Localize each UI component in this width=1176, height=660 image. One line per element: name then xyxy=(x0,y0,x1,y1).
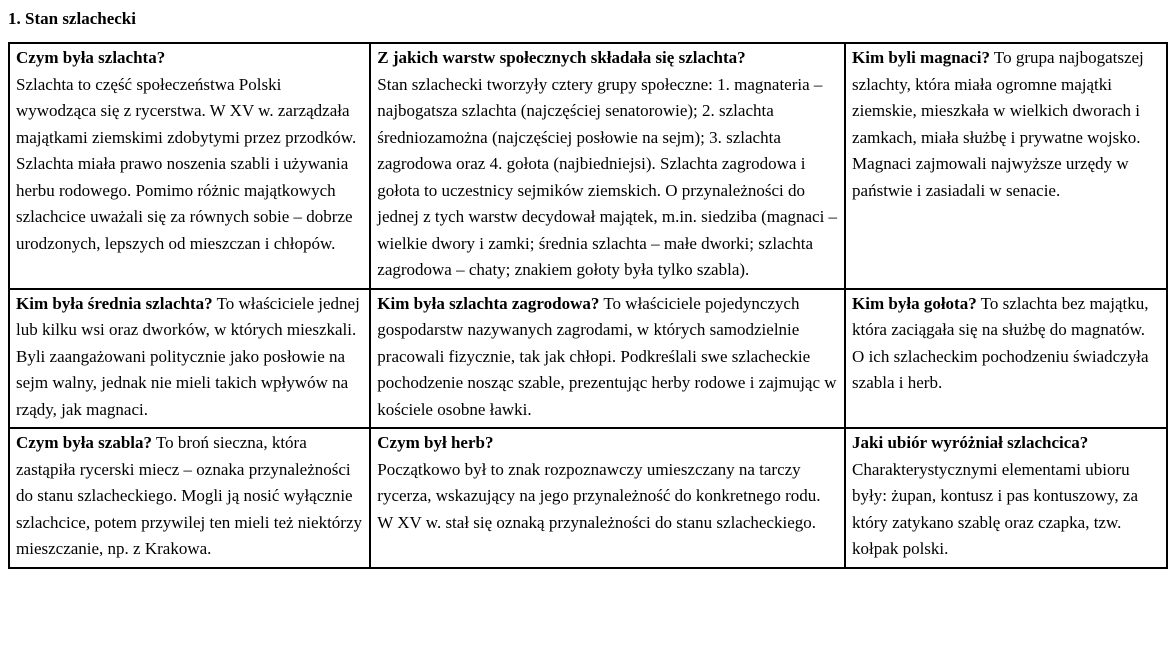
content-table xyxy=(8,42,1168,569)
table-row xyxy=(9,289,1167,429)
cell-question: Jaki ubiór wyróżniał szlachcica? xyxy=(852,433,1089,452)
cell-answer: To właściciele pojedynczych gospodarstw nazywanych zagrodami, w których samodzielnie pracowali fizycznie, tak jak chłopi. Podkreślali swe szlacheckie pochodzenie nosząc szable, prezentując herby rodowe i zajmując w kościele osobne ławki. xyxy=(377,293,837,419)
cell-answer: Stan szlachecki tworzyły cztery grupy społeczne: 1. magnateria – najbogatsza szlachta (najczęściej senatorowie); 2. szlachta średniozamożna (najczęściej posłowie na sejm); 3. szlachta zagrodowa oraz 4. gołota (najbiedniejsi). Szlachta zagrodowa i gołota to uczestnicy sejmików ziemskich. O przynależności do jednej z tych warstw decydował majątek, m.in. siedziba (magnaci – wielkie dwory i zamki; średnia szlachta – małe dworki; szlachta zagrodowa – chaty; znakiem gołoty była tylko szabla). xyxy=(377,74,838,279)
table-cell xyxy=(9,43,370,289)
document xyxy=(8,8,1168,569)
table-cell xyxy=(370,428,845,568)
table-cell xyxy=(9,289,370,429)
cell-question: Z jakich warstw społecznych składała się szlachta? xyxy=(377,48,746,67)
cell-question: Kim była szlachta zagrodowa? xyxy=(377,293,600,313)
cell-answer: Charakterystycznymi elementami ubioru były: żupan, kontusz i pas kontuszowy, za który zatykano szablę oraz czapka, tzw. kołpak polski. xyxy=(852,459,1139,558)
cell-answer: Początkowo był to znak rozpoznawczy umieszczany na tarczy rycerza, wskazujący na jego przynależność do konkretnego rodu. W XV w. stał się oznaką przynależności do stanu szlacheckiego. xyxy=(377,459,821,532)
table-cell xyxy=(845,43,1167,289)
cell-question: Czym była szabla? xyxy=(16,433,152,452)
table-cell xyxy=(845,428,1167,568)
cell-question: Kim była średnia szlachta? xyxy=(16,293,213,313)
table-cell xyxy=(845,289,1167,429)
page-title: 1. Stan szlachecki xyxy=(8,9,136,28)
cell-question: Kim byli magnaci? xyxy=(852,48,990,67)
cell-answer: To szlachta bez majątku, która zaciągała się na służbę do magnatów. O ich szlacheckim pochodzeniu świadczyła szabla i herb. xyxy=(852,293,1149,392)
cell-question: Kim była gołota? xyxy=(852,293,977,313)
cell-answer: To właściciele jednej lub kilku wsi oraz dworków, w których mieszkali. Byli zaangażowani politycznie jako posłowie na sejm walny, jednak nie mieli takich wpływów na rządy, jak magnaci. xyxy=(16,293,360,419)
table-row xyxy=(9,43,1167,289)
table-cell xyxy=(9,428,370,568)
table-row xyxy=(9,428,1167,568)
cell-question: Czym była szlachta? xyxy=(16,48,166,67)
table-cell xyxy=(370,289,845,429)
cell-answer: To grupa najbogatszej szlachty, która miała ogromne majątki ziemskie, mieszkała w wielkich dworach i zamkach, miała służbę i prywatne wojsko. Magnaci zajmowali najwyższe urzędy w państwie i zasiadali w senacie. xyxy=(852,48,1144,200)
cell-question: Czym był herb? xyxy=(377,433,494,452)
cell-answer: To broń sieczna, która zastąpiła rycerski miecz – oznaka przynależności do stanu szlacheckiego. Mogli ją nosić wyłącznie szlachcice, potem przywilej ten mieli też niektórzy mieszczanie, np. z Krakowa. xyxy=(16,433,362,558)
table-cell xyxy=(370,43,845,289)
cell-answer: Szlachta to część społeczeństwa Polski wywodząca się z rycerstwa. W XV w. zarządzała majątkami ziemskimi zdobytymi przez przodków. Szlachta miała prawo noszenia szabli i używania herbu rodowego. Pomimo różnic majątkowych szlachcice uważali się za równych sobie – dobrze urodzonych, lepszych od mieszczan i chłopów. xyxy=(16,74,357,253)
